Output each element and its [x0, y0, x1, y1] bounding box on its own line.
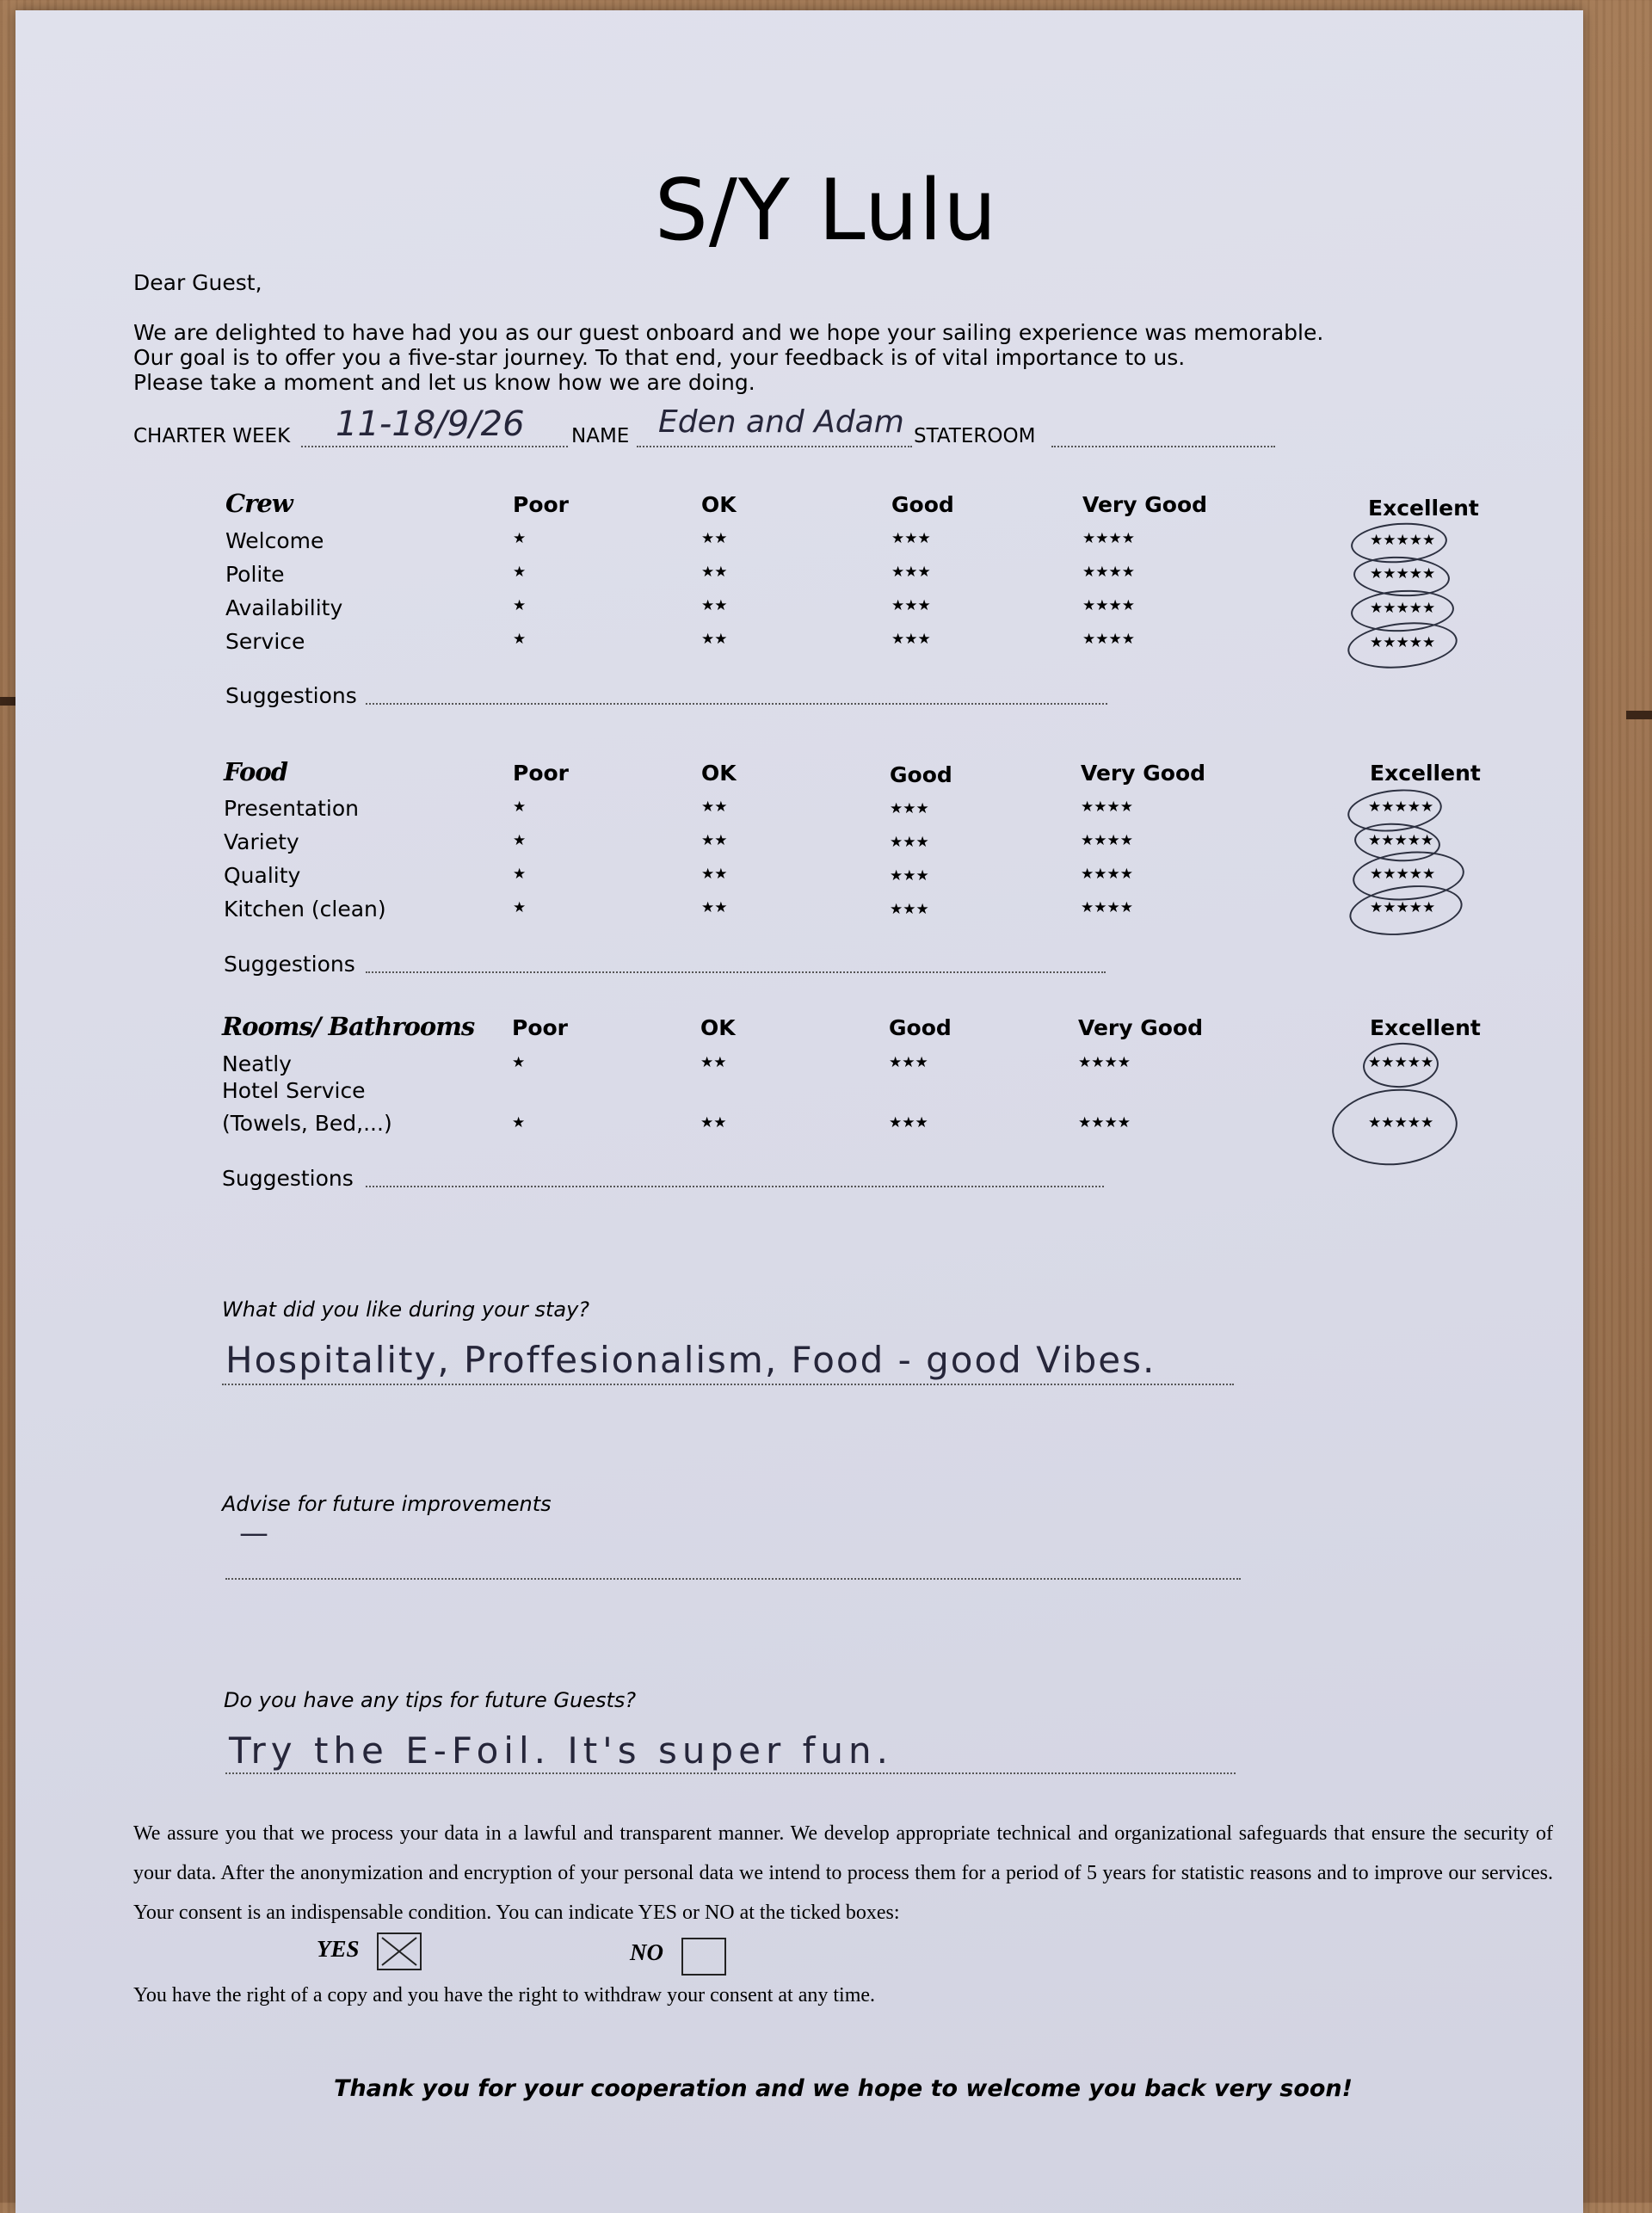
rating-ok[interactable]: ★★	[701, 530, 728, 547]
rating-good[interactable]: ★★★	[890, 834, 929, 851]
rating-ok[interactable]: ★★	[701, 564, 728, 581]
header-poor: Poor	[513, 761, 570, 786]
row-label-towels-bed: (Towels, Bed,...)	[222, 1111, 392, 1136]
section-title-crew: Crew	[225, 489, 293, 518]
rating-good[interactable]: ★★★	[890, 800, 929, 817]
header-very-good: Very Good	[1078, 1015, 1204, 1040]
rating-poor[interactable]: ★	[513, 530, 527, 547]
answer-line	[222, 1384, 1234, 1385]
rating-excellent[interactable]: ★★★★★	[1368, 1054, 1434, 1071]
header-poor: Poor	[513, 492, 570, 517]
header-good: Good	[890, 762, 952, 787]
rating-excellent[interactable]: ★★★★★	[1370, 899, 1436, 916]
rating-very-good[interactable]: ★★★★	[1081, 866, 1133, 883]
suggestions-line	[366, 1186, 1104, 1187]
rating-good[interactable]: ★★★	[891, 530, 931, 547]
rating-poor[interactable]: ★	[512, 1114, 526, 1131]
rights-text: You have the right of a copy and you have the right to withdraw your consent at any time.	[133, 1984, 876, 2006]
rating-good[interactable]: ★★★	[891, 631, 931, 648]
name-label: NAME	[571, 425, 630, 447]
row-label-hotel-service: Hotel Service	[222, 1078, 366, 1103]
answer-tips-field[interactable]: Try the E-Foil. It's super fun.	[229, 1729, 893, 1772]
suggestions-label: Suggestions	[222, 1166, 354, 1191]
data-consent-text: We assure you that we process your data in a lawful and transparent manner. We develop appropriate technical and organizational safeguards that ensure the security of your data. After the anonymization and encryption of your personal data we intend to process them for a period of 5 years for statistic reasons and to improve our services. Your consent is an indispensable condition. You can indicate YES or NO at the ticked boxes:	[133, 1822, 1553, 1924]
suggestions-line	[366, 971, 1106, 973]
header-good: Good	[889, 1015, 952, 1040]
rating-good[interactable]: ★★★	[890, 867, 929, 885]
question-liked: What did you like during your stay?	[222, 1298, 590, 1322]
row-label-kitchen: Kitchen (clean)	[224, 897, 386, 922]
header-poor: Poor	[512, 1015, 569, 1040]
charter-week-label: CHARTER WEEK	[133, 425, 291, 447]
rating-ok[interactable]: ★★	[701, 899, 728, 916]
rating-very-good[interactable]: ★★★★	[1081, 899, 1133, 916]
row-label-polite: Polite	[225, 562, 285, 587]
rating-very-good[interactable]: ★★★★	[1078, 1054, 1131, 1071]
rating-good[interactable]: ★★★	[890, 901, 929, 918]
rating-poor[interactable]: ★	[513, 798, 527, 816]
rating-excellent[interactable]: ★★★★★	[1370, 634, 1436, 651]
rating-ok[interactable]: ★★	[700, 1114, 727, 1131]
rating-poor[interactable]: ★	[513, 866, 527, 883]
name-field[interactable]: Eden and Adam	[658, 404, 904, 440]
rating-ok[interactable]: ★★	[701, 597, 728, 614]
rating-very-good[interactable]: ★★★★	[1078, 1114, 1131, 1131]
rating-good[interactable]: ★★★	[891, 564, 931, 581]
rating-very-good[interactable]: ★★★★	[1082, 597, 1135, 614]
rating-ok[interactable]: ★★	[701, 832, 728, 849]
row-label-availability: Availability	[225, 595, 343, 620]
rating-good[interactable]: ★★★	[889, 1114, 928, 1131]
header-excellent: Excellent	[1370, 761, 1481, 786]
row-label-presentation: Presentation	[224, 796, 360, 821]
rating-poor[interactable]: ★	[512, 1054, 526, 1071]
header-excellent: Excellent	[1370, 1015, 1481, 1040]
answer-line	[225, 1578, 1241, 1580]
header-very-good: Very Good	[1081, 761, 1206, 786]
stateroom-label: STATEROOM	[914, 425, 1036, 447]
rating-poor[interactable]: ★	[513, 564, 527, 581]
rating-excellent[interactable]: ★★★★★	[1368, 798, 1434, 816]
intro-line: We are delighted to have had you as our guest onboard and we hope your sailing experience was memorable.	[133, 320, 1324, 345]
rating-excellent[interactable]: ★★★★★	[1370, 600, 1436, 617]
rating-very-good[interactable]: ★★★★	[1082, 530, 1135, 547]
rating-poor[interactable]: ★	[513, 631, 527, 648]
consent-yes-label: YES	[317, 1936, 360, 1962]
rating-poor[interactable]: ★	[513, 899, 527, 916]
rating-ok[interactable]: ★★	[701, 798, 728, 816]
charter-week-field[interactable]: 11-18/9/26	[336, 404, 525, 444]
table-gap	[1626, 711, 1652, 719]
header-very-good: Very Good	[1082, 492, 1208, 517]
rating-ok[interactable]: ★★	[701, 866, 728, 883]
suggestions-label: Suggestions	[225, 683, 357, 708]
charter-week-line	[301, 446, 568, 447]
answer-improvements-field[interactable]: —	[239, 1516, 268, 1550]
suggestions-line	[366, 703, 1107, 705]
name-line	[637, 446, 912, 447]
intro-paragraph	[133, 320, 1323, 395]
consent-yes-checkbox[interactable]	[377, 1933, 422, 1970]
answer-line	[225, 1772, 1236, 1774]
intro-line: Our goal is to offer you a five-star journey. To that end, your feedback is of vital importance to us.	[133, 345, 1186, 370]
rating-excellent[interactable]: ★★★★★	[1368, 832, 1434, 849]
row-label-neatly: Neatly	[222, 1051, 292, 1076]
row-label-quality: Quality	[224, 863, 301, 888]
thank-you-message: Thank you for your cooperation and we hope to welcome you back very soon!	[334, 2075, 1353, 2102]
header-excellent: Excellent	[1368, 496, 1479, 521]
intro-line: Please take a moment and let us know how we are doing.	[133, 370, 755, 395]
checked-x-icon	[379, 1934, 420, 1969]
greeting: Dear Guest,	[133, 270, 262, 295]
page-title: S/Y Lulu	[654, 162, 998, 260]
row-label-variety: Variety	[224, 829, 299, 854]
rating-good[interactable]: ★★★	[891, 597, 931, 614]
rating-ok[interactable]: ★★	[700, 1054, 727, 1071]
rating-very-good[interactable]: ★★★★	[1082, 631, 1135, 648]
suggestions-label: Suggestions	[224, 952, 355, 977]
rating-very-good[interactable]: ★★★★	[1081, 798, 1133, 816]
row-label-welcome: Welcome	[225, 528, 324, 553]
rating-good[interactable]: ★★★	[889, 1054, 928, 1071]
rating-excellent[interactable]: ★★★★★	[1370, 532, 1436, 549]
question-tips: Do you have any tips for future Guests?	[224, 1688, 637, 1712]
rating-very-good[interactable]: ★★★★	[1082, 564, 1135, 581]
rating-excellent[interactable]: ★★★★★	[1370, 565, 1436, 583]
consent-no-checkbox[interactable]	[681, 1938, 726, 1976]
rating-poor[interactable]: ★	[513, 597, 527, 614]
row-label-service: Service	[225, 629, 305, 654]
section-title-food: Food	[224, 757, 287, 786]
header-good: Good	[891, 492, 954, 517]
header-ok: OK	[701, 492, 737, 517]
rating-excellent[interactable]: ★★★★★	[1368, 1114, 1434, 1131]
rating-very-good[interactable]: ★★★★	[1081, 832, 1133, 849]
section-title-rooms: Rooms/ Bathrooms	[222, 1012, 475, 1041]
rating-excellent[interactable]: ★★★★★	[1370, 866, 1436, 883]
consent-no-label: NO	[630, 1939, 663, 1965]
header-ok: OK	[700, 1015, 736, 1040]
answer-liked-field[interactable]: Hospitality, Proffesionalism, Food - good Vibes.	[225, 1339, 1156, 1381]
stateroom-line	[1051, 446, 1275, 447]
rating-poor[interactable]: ★	[513, 832, 527, 849]
header-ok: OK	[701, 761, 737, 786]
question-improvements: Advise for future improvements	[222, 1492, 552, 1516]
rating-ok[interactable]: ★★	[701, 631, 728, 648]
